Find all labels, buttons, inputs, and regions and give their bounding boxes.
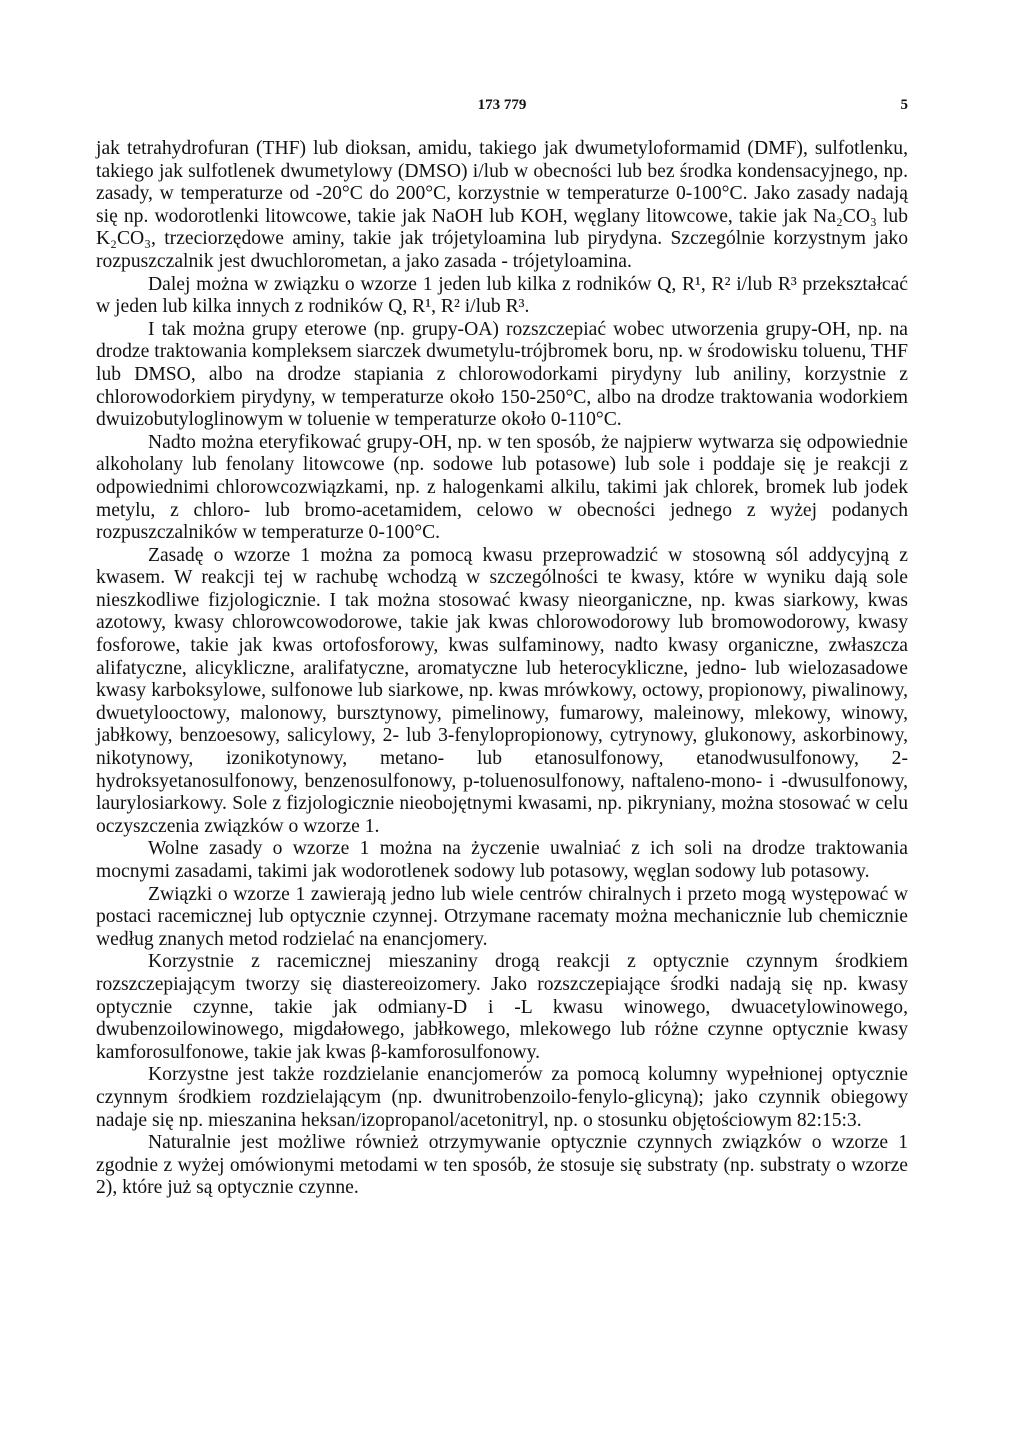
paragraph-5: Zasadę o wzorze 1 można za pomocą kwasu przeprowadzić w stosowną sól addycyjną z kwasem. W reakcji tej w rachubę wchodzą w szczególności te kwasy, które w wyniku dają sole nieszkodliwe fizjologicznie. I tak można stosować kwasy nieorganiczne, np. kwas siarkowy, kwas azotowy, kwasy chlorowcowodorowe, takie jak kwas chlorowodorowy lub bromowodorowy, kwasy fosforowe, takie jak kwas ortofosforowy, kwas sulfaminowy, nadto kwasy organiczne, zwłaszcza alifatyczne, alicykliczne, aralifatyczne, aromatyczne lub heterocykliczne, jedno- lub wielozasadowe kwasy karboksylowe, sulfonowe lub siarkowe, np. kwas mrówkowy, octowy, propionowy, piwalinowy, dwuetylooctowy, malonowy, bursztynowy, pimelinowy, fumarowy, maleinowy, mlekowy, winowy, jabłkowy, benzoesowy, salicylowy, 2- lub 3-fenylopropionowy, cytrynowy, glukonowy, askorbinowy, nikotynowy, izonikotynowy, metano- lub etanosulfonowy, etanodwusulfonowy, 2-hydroksyetanosulfonowy, benzenosulfonowy, p-toluenosulfonowy, naftaleno-mono- i -dwusulfonowy, laurylosiarkowy. Sole z fizjologicznie nieobojętnymi kwasami, np. pikryniany, można stosować w celu oczyszczenia związków o wzorze 1. [96,544,908,837]
paragraph-1: jak tetrahydrofuran (THF) lub dioksan, amidu, takiego jak dwumetyloformamid (DMF), sulfotlenku, takiego jak sulfotlenek dwumetylowy (DMSO) i/lub w obecności lub bez środka kondensacyjnego, np. zasady, w temperaturze od -20°C do 200°C, korzystnie w temperaturze 0-100°C. Jako zasady nadają się np. wodorotlenki litowcowe, takie jak NaOH lub KOH, węglany litowcowe, takie jak Na₂CO₃ lub K₂CO₃, trzeciorzędowe aminy, takie jak trójetyloamina lub pirydyna. Szczególnie korzystnym jako rozpuszczalnik jest dwuchlorometan, a jako zasada - trójetyloamina. [96,138,908,272]
paragraph-9: Korzystne jest także rozdzielanie enancjomerów za pomocą kolumny wypełnionej optycznie czynnym środkiem rozdzielającym (np. dwunitrobenzoilo-fenylo-glicyną); jako czynnik obiegowy nadaje się np. mieszanina heksan/izopropanol/acetonitryl, np. o stosunku objętościowym 82:15:3. [96,1064,908,1131]
page-header [96,97,908,121]
paragraph-7: Związki o wzorze 1 zawierają jedno lub wiele centrów chiralnych i przeto mogą występować w postaci racemicznej lub optycznie czynnej. Otrzymane racematy można mechanicznie lub chemicznie według znanych metod rodzielać na enancjomery. [96,883,908,950]
paragraph-2: Dalej można w związku o wzorze 1 jeden lub kilka z rodników Q, R¹, R² i/lub R³ przekształcać w jeden lub kilka innych z rodników Q, R¹, R² i/lub R³. [96,273,908,318]
paragraph-8: Korzystnie z racemicznej mieszaniny drogą reakcji z optycznie czynnym środkiem rozszczepiającym tworzy się diastereoizomery. Jako rozszczepiające środki nadają się np. kwasy optycznie czynne, takie jak odmiany-D i -L kwasu winowego, dwuacetylowinowego, dwubenzoilowinowego, migdałowego, jabłkowego, mlekowego lub różne czynne optycznie kwasy kamforosulfonowe, takie jak kwas β-kamforosulfonowy. [96,951,908,1063]
patent-number: 173 779 [477,97,527,113]
document-body [96,138,908,1200]
paragraph-10: Naturalnie jest możliwe również otrzymywanie optycznie czynnych związków o wzorze 1 zgodnie z wyżej omówionymi metodami w ten sposób, że stosuje się substraty (np. substraty o wzorze 2), które już są optycznie czynne. [96,1132,908,1199]
page-number: 5 [900,97,908,113]
paragraph-6: Wolne zasady o wzorze 1 można na życzenie uwalniać z ich soli na drodze traktowania mocnymi zasadami, takimi jak wodorotlenek sodowy lub potasowy, węglan sodowy lub potasowy. [96,838,908,882]
paragraph-4: Nadto można eteryfikować grupy-OH, np. w ten sposób, że najpierw wytwarza się odpowiednie alkoholany lub fenolany litowcowe (np. sodowe lub potasowe) lub sole i poddaje się je reakcji z odpowiednimi chlorowcozwiązkami, np. z halogenkami alkilu, takimi jak chlorek, bromek lub jodek metylu, z chloro- lub bromo-acetamidem, celowo w obecności jednego z wyżej podanych rozpuszczalników w temperaturze 0-100°C. [96,431,908,544]
paragraph-3: I tak można grupy eterowe (np. grupy-OA) rozszczepiać wobec utworzenia grupy-OH, np. na drodze traktowania kompleksem siarczek dwumetylu-trójbromek boru, np. w środowisku toluenu, THF lub DMSO, albo na drodze stapiania z chlorowodorkami pirydyny lub aniliny, korzystnie z chlorowodorkiem pirydyny, w temperaturze około 150-250°C, albo na drodze traktowania wodorkiem dwuizobutyloglinowym w toluenie w temperaturze około 0-110°C. [96,318,908,431]
